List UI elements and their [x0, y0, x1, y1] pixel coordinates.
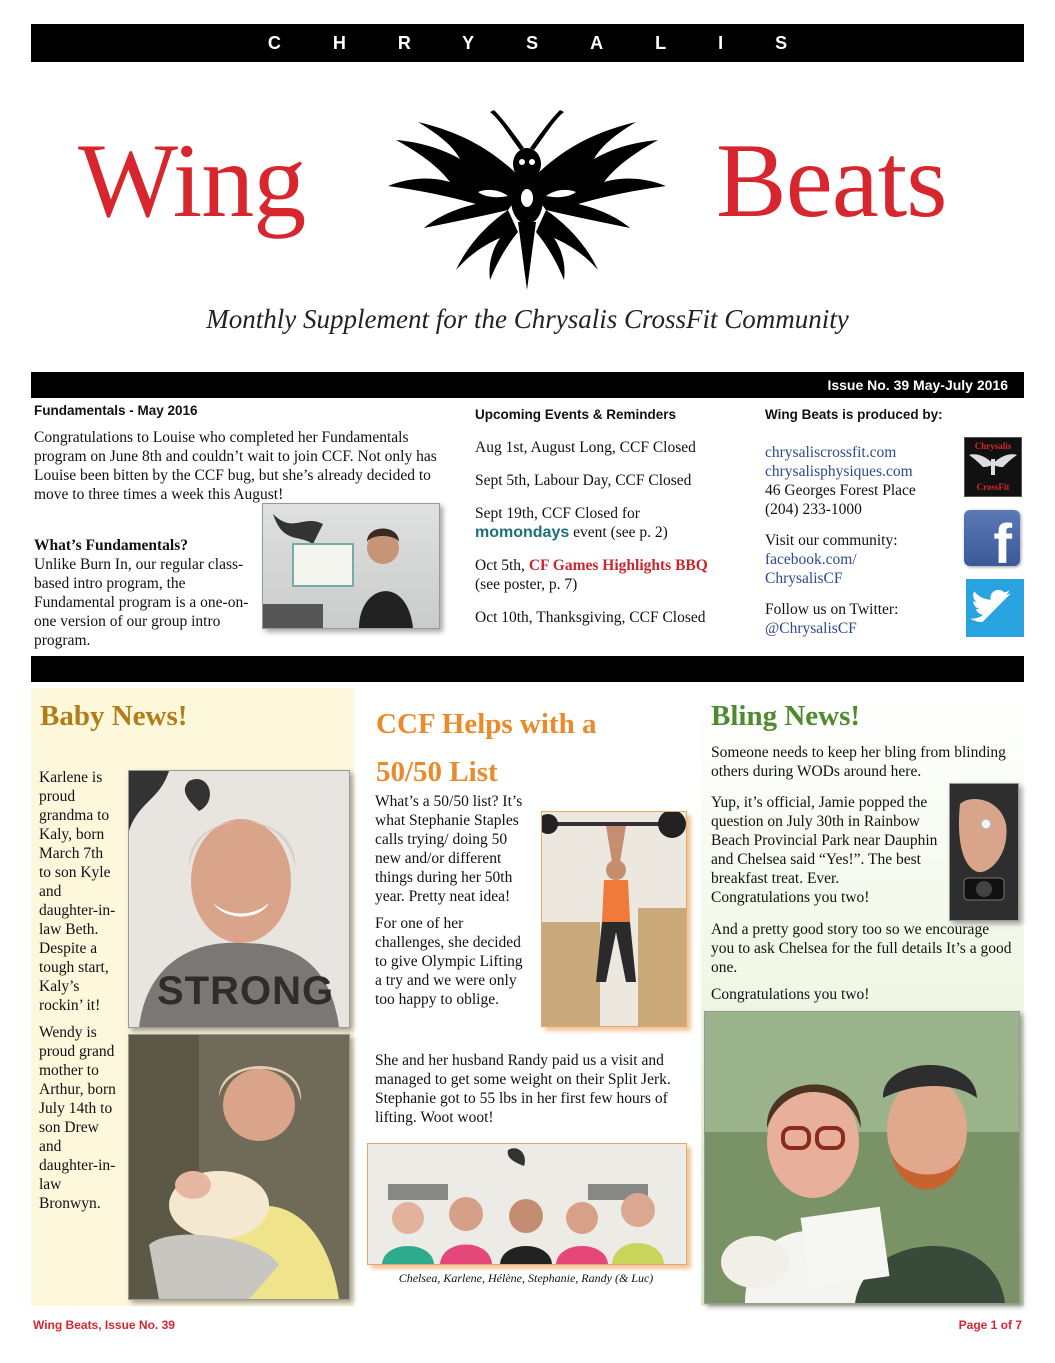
- fifty-text-b: [375, 1051, 685, 1127]
- group-photo-art: [368, 1144, 686, 1264]
- footer-left: Wing Beats, Issue No. 39: [33, 1318, 175, 1332]
- facebook-icon[interactable]: [964, 510, 1020, 566]
- couple-photo-art: [705, 1012, 1019, 1303]
- event-aug1: Aug 1st, August Long, CCF Closed: [475, 439, 696, 456]
- title-wing: Wing: [78, 122, 306, 239]
- event-oct5: [475, 556, 745, 594]
- bling-story: [711, 793, 939, 907]
- twitter-handle-link[interactable]: @ChrysalisCF: [765, 620, 857, 637]
- producer-phone: (204) 233-1000: [765, 501, 862, 518]
- event-sept19-text: Sept 19th, CCF Closed for: [475, 505, 640, 522]
- event-oct10: Oct 10th, Thanksgiving, CCF Closed: [475, 609, 706, 626]
- event-sept5: Sept 5th, Labour Day, CCF Closed: [475, 472, 692, 489]
- top-banner: [31, 24, 1024, 62]
- masthead-subtitle: Monthly Supplement for the Chrysalis CrossFit Community: [206, 304, 849, 334]
- baby-news-para1: Karlene is proud grandma to Kaly, born March 7th to son Kyle and daughter-in-law Beth. Despite a tough start, Kaly’s rockin’ it!: [39, 769, 116, 1014]
- bling-extra: [711, 920, 1016, 1004]
- strong-shirt-text: STRONG: [157, 969, 335, 1013]
- stephanie-photo-art: [542, 812, 686, 1026]
- chrysalis-moth-icon: [358, 104, 696, 292]
- fundamentals-para2: Unlike Burn In, our regular class-based intro program, the Fundamental program is a one-on-one version of our group intro program.: [34, 556, 249, 649]
- site-link-physiques[interactable]: chrysalisphysiques.com: [765, 463, 913, 480]
- wendy-photo-art: [129, 1035, 349, 1299]
- badge-top-text: Chrysalis: [974, 441, 1012, 451]
- ring-photo: [949, 783, 1019, 921]
- events-list: [475, 438, 745, 627]
- fifty-para3: She and her husband Randy paid us a visit and managed to get some weight on their Split Jerk. Stephanie got to 55 lbs in her first few hours of lifting. Woot woot!: [375, 1052, 671, 1126]
- fundamentals-heading: Fundamentals - May 2016: [34, 403, 198, 418]
- ring-photo-art: [950, 784, 1018, 920]
- group-photo-caption: Chelsea, Karlene, Hélène, Stephanie, Randy (& Luc): [398, 1271, 654, 1285]
- title-beats: Beats: [716, 122, 947, 239]
- event-oct5-text: Oct 5th,: [475, 557, 525, 574]
- twitter-icon[interactable]: [966, 579, 1024, 637]
- twitter-bird-icon: [966, 579, 1024, 637]
- wendy-photo: [128, 1034, 350, 1300]
- karlene-photo: [128, 770, 350, 1028]
- issue-bar: [31, 372, 1024, 398]
- bling-intro: [711, 743, 1016, 781]
- fifty-title: [376, 700, 596, 796]
- baby-news-title: Baby News!: [40, 700, 188, 732]
- group-photo: [367, 1143, 687, 1265]
- fifty-text-a: [375, 792, 527, 1009]
- bling-para2: Yup, it’s official, Jamie popped the question on July 30th in Rainbow Beach Provincial Park near Dauphin and Chelsea said “Yes!”. The best breakfast treat. Ever. Congratulations you two!: [711, 794, 938, 906]
- stephanie-lifting-photo: [541, 811, 687, 1027]
- badge-moth-icon: [965, 451, 1021, 477]
- bling-news-title: Bling News!: [711, 700, 861, 732]
- event-sept19-post: event (see p. 2): [573, 524, 668, 541]
- cf-games-bbq-link[interactable]: CF Games Highlights BBQ: [528, 557, 708, 574]
- fifty-para2: For one of her challenges, she decided to give Olympic Lifting a try and we were only too happy to oblige.: [375, 915, 523, 1008]
- chrysalis-crossfit-badge[interactable]: [964, 437, 1022, 497]
- momondays-brand: momondays: [475, 524, 570, 541]
- issue-line: Issue No. 39 May-July 2016: [827, 377, 1008, 393]
- section-divider-bar: [31, 656, 1024, 682]
- louise-photo-art: [263, 504, 439, 628]
- fundamentals-body2: [34, 536, 249, 650]
- fifty-para1: What’s a 50/50 list? It’s what Stephanie Staples calls trying/ doing 50 new and/or different things during her 50th year. Pretty neat idea!: [375, 793, 523, 905]
- producer-info: [765, 443, 955, 638]
- fifty-title-line2: 50/50 List: [376, 756, 498, 788]
- event-oct5-post: (see poster, p. 7): [475, 576, 578, 593]
- couple-selfie-photo: [704, 1011, 1020, 1304]
- twitter-label: Follow us on Twitter:: [765, 601, 899, 618]
- facebook-f-glyph: f: [993, 512, 1012, 566]
- louise-certificate-photo: [262, 503, 440, 629]
- facebook-link-1[interactable]: facebook.com/: [765, 551, 857, 568]
- baby-news-text: [39, 768, 117, 1213]
- site-link-crossfit[interactable]: chrysaliscrossfit.com: [765, 444, 897, 461]
- bling-para1: Someone needs to keep her bling from blinding others during WODs around here.: [711, 744, 1006, 780]
- producer-heading: Wing Beats is produced by:: [765, 407, 943, 422]
- visit-community-label: Visit our community:: [765, 532, 898, 549]
- events-heading: Upcoming Events & Reminders: [475, 407, 677, 422]
- badge-bottom-text: CrossFit: [976, 482, 1010, 492]
- baby-news-para2: Wendy is proud grand mother to Arthur, born July 14th to son Drew and daughter-in-law Bronwyn.: [39, 1024, 116, 1212]
- bling-para4: Congratulations you two!: [711, 986, 870, 1003]
- fifty-title-line1: CCF Helps with a: [376, 708, 597, 740]
- producer-address: 46 Georges Forest Place: [765, 482, 916, 499]
- fundamentals-question: What’s Fundamentals?: [34, 537, 189, 554]
- fundamentals-body: [34, 428, 452, 504]
- top-banner-text: CHRYSALIS: [267, 33, 840, 53]
- footer-page-number: Page 1 of 7: [958, 1318, 1022, 1332]
- fundamentals-para1: Congratulations to Louise who completed her Fundamentals program on June 8th and couldn’t wait to join CCF. Not only has Louise been bitten by the CCF bug, but she’s already decided to move to three times a week this August!: [34, 429, 437, 503]
- bling-para3: And a pretty good story too so we encourage you to ask Chelsea for the full details It’s a good one.: [711, 921, 1012, 976]
- event-sept19: [475, 504, 745, 542]
- facebook-link-2[interactable]: ChrysalisCF: [765, 570, 843, 587]
